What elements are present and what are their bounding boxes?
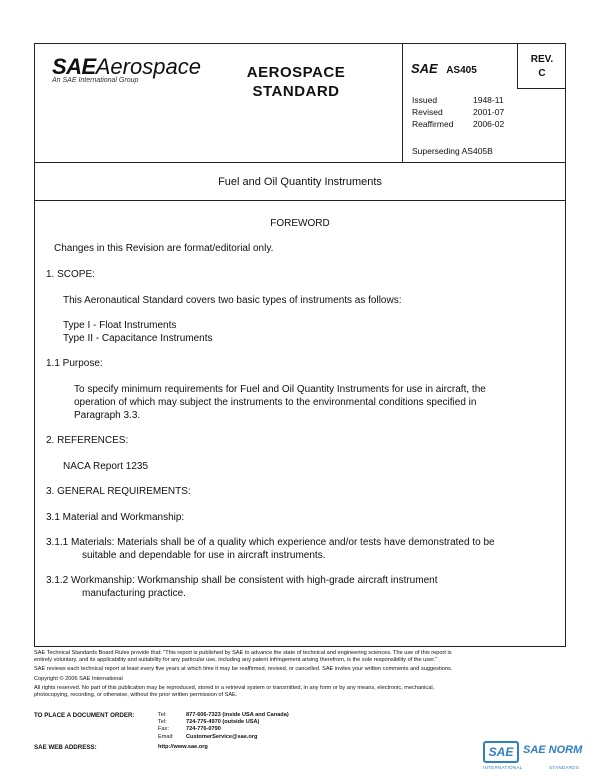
section-1-1-line2: operation of which may subject the instruments to the environmental conditions specified in	[74, 397, 477, 408]
foreword-text: Changes in this Revision are format/editorial only.	[54, 243, 274, 254]
revised-label: Revised	[412, 107, 443, 117]
doc-number-block	[411, 60, 477, 78]
section-1-1-heading: 1.1 Purpose:	[46, 358, 103, 369]
header-vertical-left	[402, 43, 403, 162]
type-2: Type II - Capacitance Instruments	[63, 333, 213, 344]
logo-sae-text: SAE	[52, 54, 96, 79]
document-title: Fuel and Oil Quantity Instruments	[218, 176, 382, 188]
revision-box	[518, 53, 566, 81]
watermark-norm-text: SAE NORM	[523, 744, 583, 756]
web-address-link[interactable]: http://www.sae.org	[158, 744, 208, 750]
fax-label: Fax:	[158, 726, 169, 733]
issued-value: 1948-11	[473, 95, 504, 105]
footer-p4-line1: All rights reserved. No part of this publication may be reproduced, stored in a retrieval system or transmitted, in any form or by any means, electronic, mechanical,	[34, 684, 435, 691]
fax-value: 724-776-0790	[186, 726, 221, 733]
standard-title	[236, 63, 356, 101]
footer-p3: Copyright © 2006 SAE International	[34, 675, 123, 682]
footer-p2: SAE reviews each technical report at least every five years at which time it may be reaffirmed, revised, or cancelled. SAE invites your written comments and suggestions.	[34, 666, 453, 673]
section-1-1-text	[74, 383, 554, 422]
section-2-heading: 2. REFERENCES:	[46, 435, 129, 446]
issue-dates	[412, 94, 522, 130]
tel2-label: Tel:	[158, 719, 167, 726]
issued-label: Issued	[412, 95, 438, 105]
section-3-1-1-line2: suitable and dependable for use in aircraft instruments.	[82, 550, 326, 561]
watermark-sub-right: STANDARDS	[549, 765, 580, 770]
email-value[interactable]: CustomerService@sae.org	[186, 733, 258, 740]
rev-value: C	[538, 68, 546, 79]
section-1-1-line1: To specify minimum requirements for Fuel and Oil Quantity Instruments for use in aircraft, the	[74, 384, 486, 395]
order-contacts	[158, 712, 418, 741]
watermark-sae-text: SAE	[488, 745, 514, 759]
order-label: TO PLACE A DOCUMENT ORDER:	[34, 712, 135, 719]
doc-number: AS405	[446, 65, 477, 76]
footer-p4-line2: photocopying, recording, or otherwise, without the prior written permission of SAE.	[34, 692, 238, 699]
logo-tagline: An SAE International Group	[52, 77, 139, 84]
section-3-heading: 3. GENERAL REQUIREMENTS:	[46, 486, 191, 497]
tel2-value: 724-776-4970 (outside USA)	[186, 719, 260, 726]
sae-mark: SAE	[411, 61, 438, 76]
section-3-1-heading: 3.1 Material and Workmanship:	[46, 512, 185, 523]
standard-title-line1: AEROSPACE	[246, 64, 346, 81]
sae-norm-watermark	[483, 741, 595, 771]
tel1-value: 877-606-7323 (inside USA and Canada)	[186, 712, 289, 718]
section-1-1-line3: Paragraph 3.3.	[74, 410, 141, 421]
title-divider	[34, 200, 566, 201]
rev-box-bottom	[517, 88, 566, 89]
watermark-sae-logo	[483, 741, 519, 763]
logo-aerospace-text: Aerospace	[95, 54, 201, 79]
footer-notice	[34, 650, 566, 699]
tel1-label: Tel:	[158, 712, 167, 718]
section-1-heading: 1. SCOPE:	[46, 269, 95, 280]
section-3-1-2-line1: 3.1.2 Workmanship: Workmanship shall be consistent with high-grade aircraft instrument	[46, 575, 438, 586]
section-3-1-2-line2: manufacturing practice.	[82, 588, 186, 599]
foreword-heading: FOREWORD	[270, 218, 330, 229]
superseding-note: Superseding AS405B	[412, 146, 493, 156]
rev-label: REV.	[530, 54, 554, 65]
section-3-1-2	[46, 574, 566, 600]
email-label: Email:	[158, 733, 174, 740]
standard-title-line2: STANDARD	[252, 83, 340, 100]
web-label: SAE WEB ADDRESS:	[34, 744, 97, 751]
section-3-1-1	[46, 536, 566, 562]
reaffirmed-value: 2006-02	[473, 119, 505, 129]
type-1: Type I - Float Instruments	[63, 320, 177, 331]
revised-value: 2001-07	[473, 107, 505, 117]
watermark-sub-left: INTERNATIONAL	[483, 765, 523, 770]
section-1-text: This Aeronautical Standard covers two basic types of instruments as follows:	[63, 295, 402, 306]
footer-p1-line1: SAE Technical Standards Board Rules provide that: "This report is published by SAE to advance the state of technical and engineering sciences. The use of this report is	[34, 650, 452, 656]
header-divider	[34, 162, 566, 163]
section-2-text: NACA Report 1235	[63, 461, 149, 472]
reaffirmed-label: Reaffirmed	[412, 119, 454, 129]
section-3-1-1-line1: 3.1.1 Materials: Materials shall be of a quality which experience and/or tests have demonstrated to be	[46, 537, 495, 548]
footer-p1-line2: entirely voluntary, and its applicability and suitability for any particular use, including any patent infringement arising therefrom, is the sole responsibility of the user."	[34, 657, 438, 664]
